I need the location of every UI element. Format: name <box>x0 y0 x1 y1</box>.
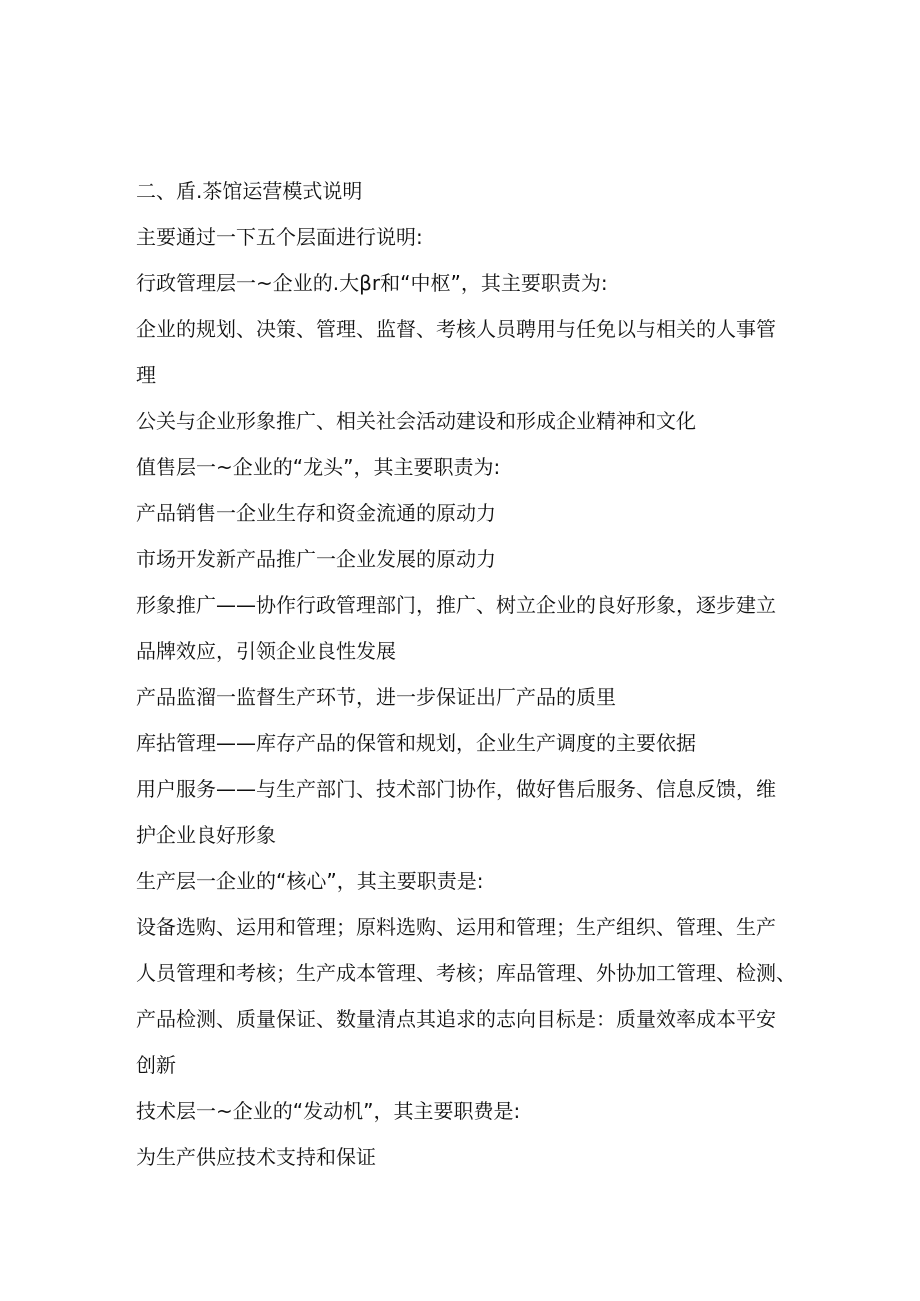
paragraph-line: 创新 <box>136 1053 176 1077</box>
paragraph-line: 库拈管理——库存产品的保管和规划，企业生产调度的主要依据 <box>136 731 696 755</box>
paragraph-line: 用户服务——与生产部门、技术部门协作，做好售后服务、信息反馈，维 <box>136 777 776 801</box>
paragraph-line: 行政管理层一~企业的.大βr和“中枢”，其主要职责为: <box>136 271 608 295</box>
paragraph-line: 值售层一~企业的“龙头”，其主要职责为: <box>136 455 501 479</box>
paragraph-line: 产品销售一企业生存和资金流通的原动力 <box>136 501 496 525</box>
paragraph-line: 形象推广——协作行政管理部门，推广、树立企业的良好形象，逐步建立 <box>136 593 776 617</box>
paragraph-line: 品牌效应，引领企业良性发展 <box>136 639 396 663</box>
paragraph-line: 为生产供应技术支持和保证 <box>136 1145 376 1169</box>
paragraph-line: 公关与企业形象推广、相关社会活动建设和形成企业精神和文化 <box>136 409 696 433</box>
paragraph-line: 市场开发新产品推广一企业发展的原动力 <box>136 547 496 571</box>
paragraph-line: 主要通过一下五个层面进行说明: <box>136 225 423 249</box>
paragraph-line: 生产层一企业的“核心”，其主要职责是: <box>136 869 484 893</box>
paragraph-line: 理 <box>136 363 156 387</box>
paragraph-line: 企业的规划、决策、管理、监督、考核人员聘用与任免以与相关的人事管 <box>136 317 776 341</box>
paragraph-line: 人员管理和考核；生产成本管理、考核；库品管理、外协加工管理、检测、 <box>136 961 796 985</box>
paragraph-line: 产品监溜一监督生产环节，进一步保证出厂产品的质里 <box>136 685 616 709</box>
section-heading: 二、盾.茶馆运营模式说明 <box>136 179 363 203</box>
paragraph-line: 护企业良好形象 <box>136 823 276 847</box>
paragraph-line: 产品检测、质量保证、数量清点其追求的志向目标是：质量效率成本平安 <box>136 1007 776 1031</box>
document-body <box>136 168 796 1180</box>
paragraph-line: 技术层一~企业的“发动机”，其主要职费是: <box>136 1099 521 1123</box>
paragraph-line: 设备选购、运用和管理；原料选购、运用和管理；生产组织、管理、生产 <box>136 915 776 939</box>
